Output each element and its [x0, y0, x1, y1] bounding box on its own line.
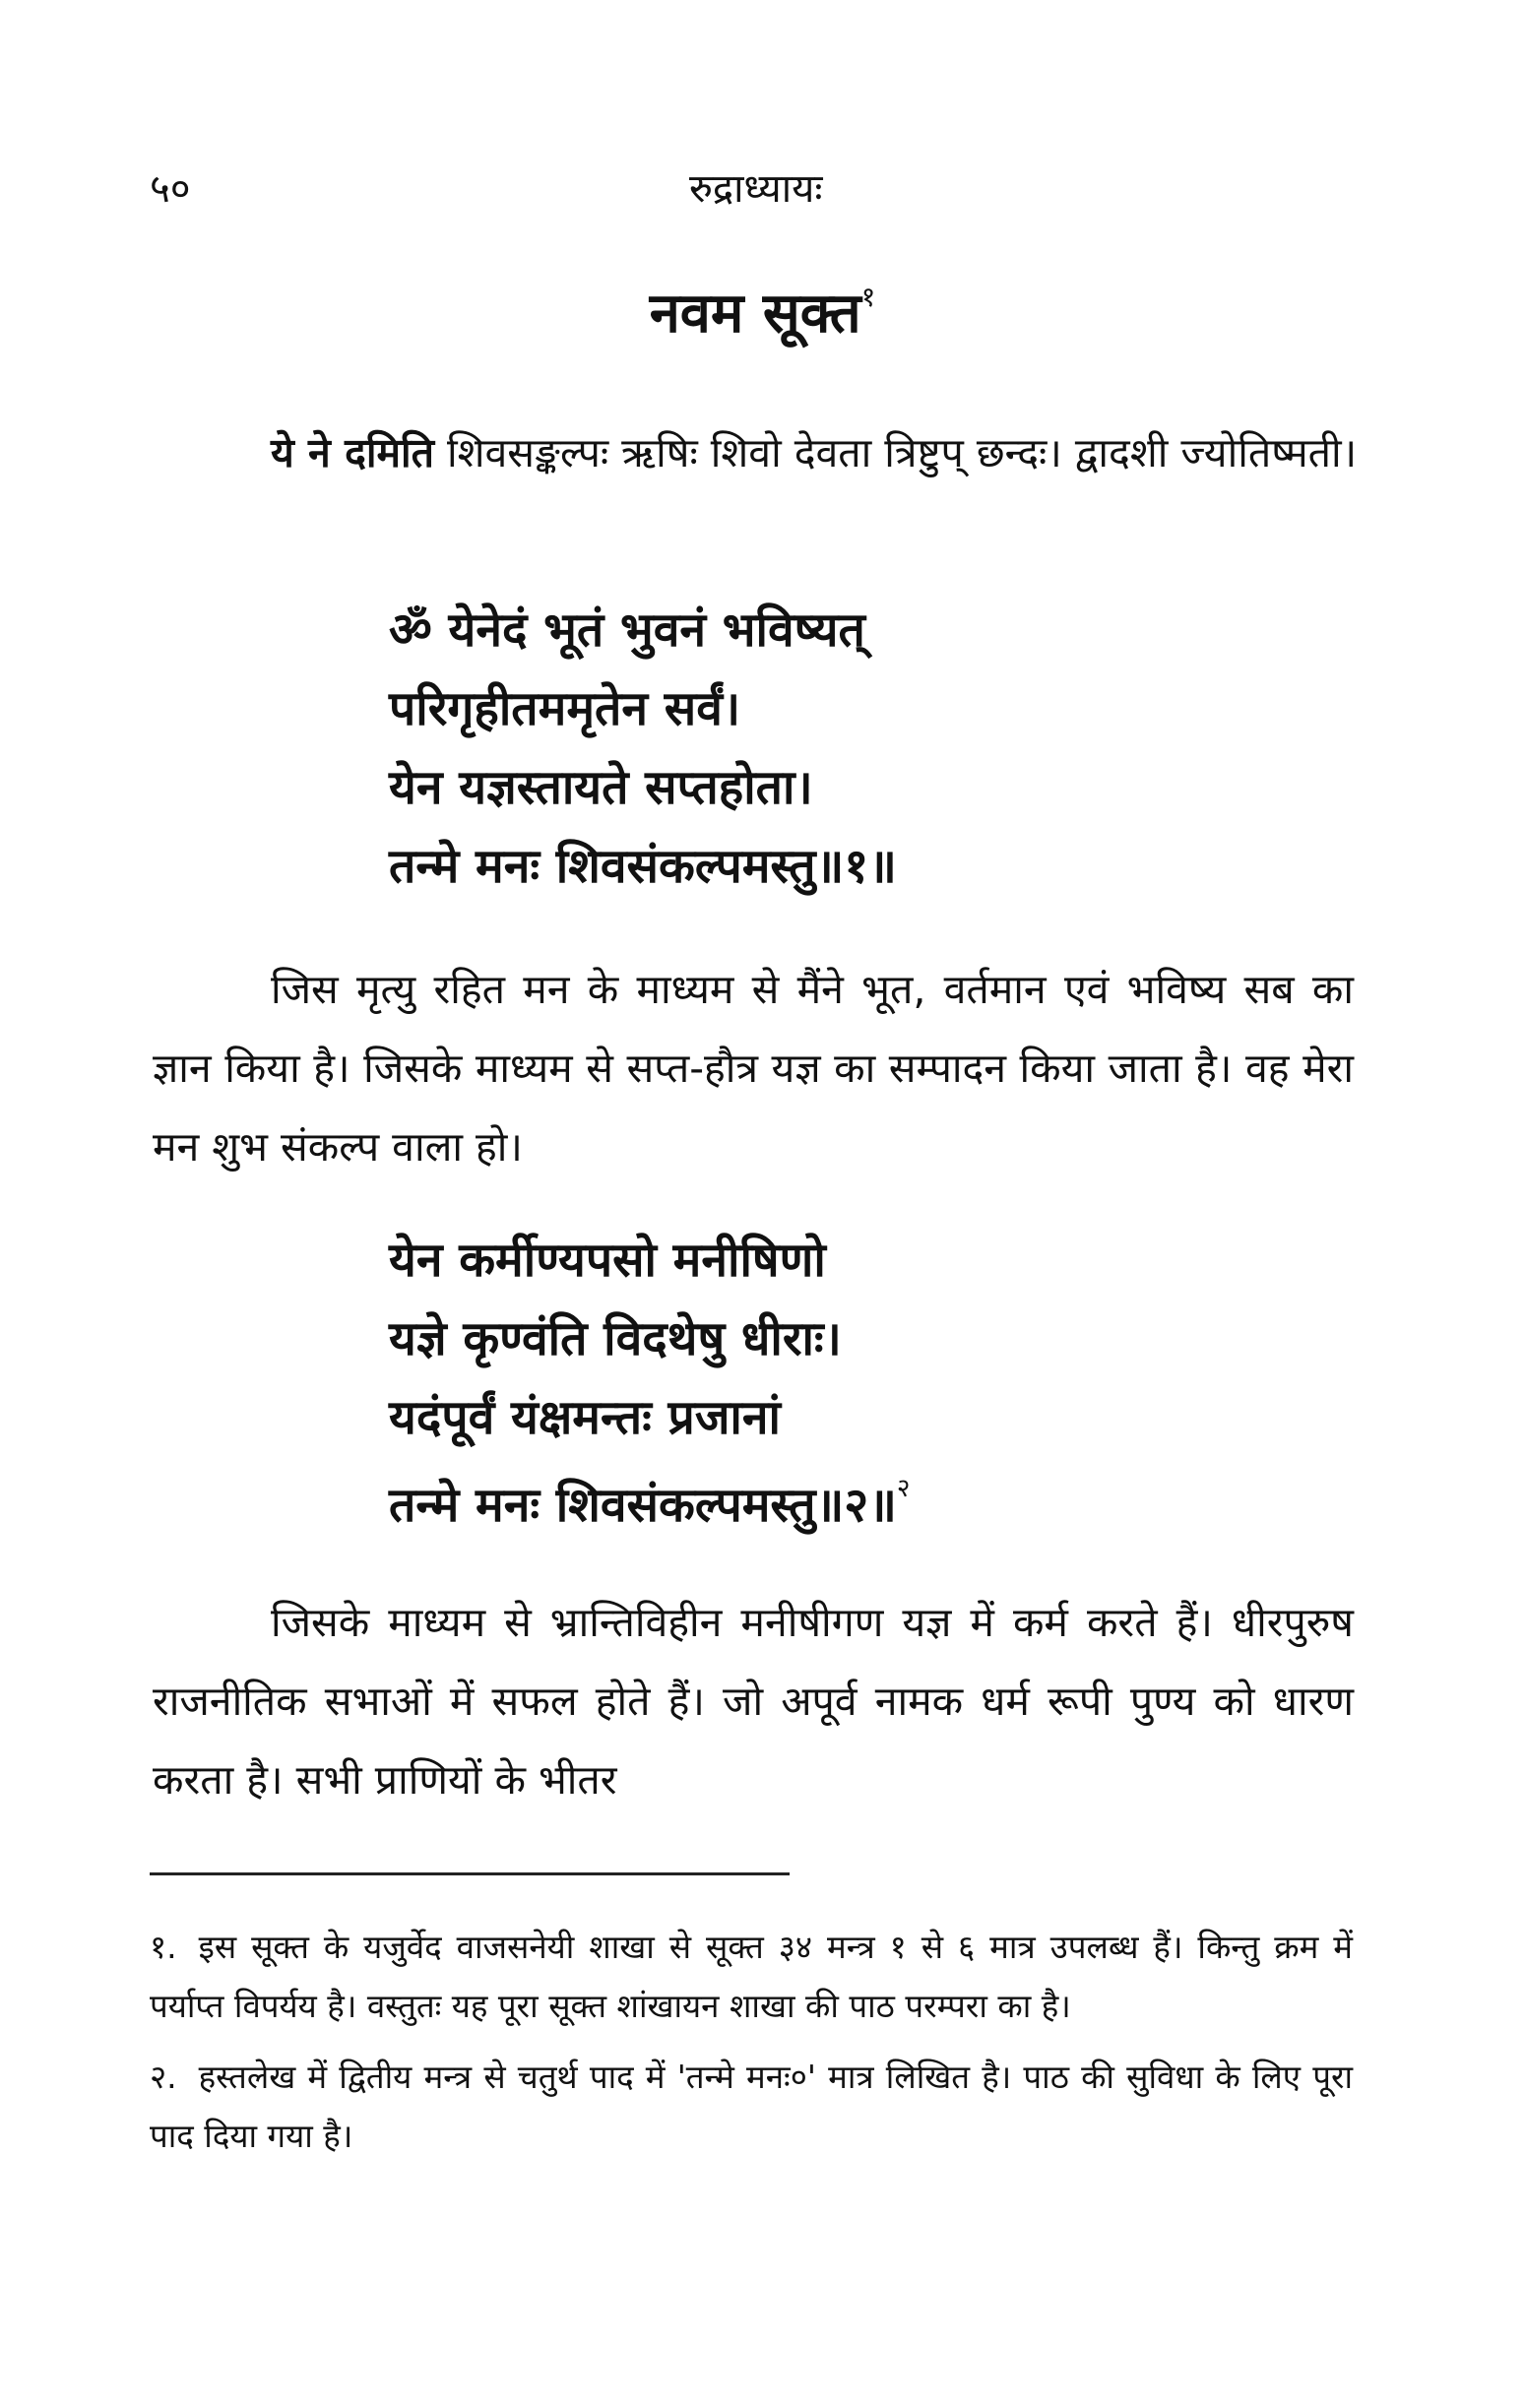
translation-paragraph-1: जिस मृत्यु रहित मन के माध्यम से मैंने भूत, वर्तमान एवं भविष्य सब का ज्ञान किया है। जिसके माध्यम से सप्त-हौत्र यज्ञ का सम्पादन किया जाता है। वह मेरा मन शुभ संकल्प वाला हो। — [153, 966, 1354, 1171]
mantra-2 — [389, 1221, 910, 1545]
heading-title: नवम सूक्त — [649, 282, 861, 346]
mantra-2-line-2: यज्ञे कृण्वंति विदथेषु धीराः। — [389, 1311, 842, 1366]
heading-footnote-mark: १ — [860, 281, 876, 314]
section-heading — [0, 274, 1525, 349]
footnote-1 — [150, 1918, 1353, 2036]
mantra-1-line-3: येन यज्ञस्तायते सप्तहोता। — [389, 760, 813, 815]
intro-paragraph — [271, 413, 1373, 492]
footnote-2-text: हस्तलेख में द्वितीय मन्त्र से चतुर्थ पाद में 'तन्मे मनः०' मात्र लिखित है। पाठ की सुविधा के लिए पूरा पाद दिया गया है। — [150, 2058, 1353, 2155]
mantra-2-line-4-text: तन्मे मनः शिवसंकल्पमस्तु॥२॥ — [389, 1478, 897, 1533]
mantra-2-line-4 — [389, 1457, 910, 1545]
footnote-divider — [150, 1872, 790, 1875]
running-header — [0, 159, 1525, 219]
translation-paragraph-2: जिसके माध्यम से भ्रान्तिविहीन मनीषीगण यज्ञ में कर्म करते हैं। धीरपुरुष राजनीतिक सभाओं में सफल होते हैं। जो अपूर्व नामक धर्म रूपी पुण्य को धारण करता है। सभी प्राणियों के भीतर — [153, 1599, 1354, 1804]
mantra-1-line-1: ॐ येनेदं भूतं भुवनं भविष्यत् — [389, 602, 865, 658]
mantra-2-line-3: यदंपूर्वं यंक्षमन्तः प्रजानां — [389, 1390, 781, 1445]
intro-rest: शिवसङ्कल्पः ऋषिः शिवो देवता त्रिष्टुप् छन्दः। द्वादशी ज्योतिष्मती। — [433, 429, 1358, 476]
mantra-1-line-4: तन्मे मनः शिवसंकल्पमस्तु॥१॥ — [389, 839, 897, 894]
mantra-1 — [389, 591, 897, 906]
intro-lead: ये ने दमिति — [271, 429, 434, 476]
footnotes — [150, 1918, 1353, 2178]
footnote-1-number: १. — [150, 1928, 177, 1966]
footnote-2 — [150, 2048, 1353, 2166]
page-number: ५० — [150, 166, 191, 212]
footnote-2-number: २. — [150, 2058, 177, 2096]
running-title: रुद्राध्यायः — [689, 166, 823, 212]
mantra-1-line-2: परिगृहीतममृतेन सर्वं। — [389, 681, 741, 736]
mantra-2-footnote-mark: २ — [896, 1474, 911, 1503]
mantra-2-line-1: येन कर्मीण्यपसो मनीषिणो — [389, 1233, 826, 1288]
footnote-1-text: इस सूक्त के यजुर्वेद वाजसनेयी शाखा से सूक्त ३४ मन्त्र १ से ६ मात्र उपलब्ध हैं। किन्तु क्रम में पर्याप्त विपर्यय है। वस्तुतः यह पूरा सूक्त शांखायन शाखा की पाठ परम्परा का है। — [150, 1928, 1353, 2025]
